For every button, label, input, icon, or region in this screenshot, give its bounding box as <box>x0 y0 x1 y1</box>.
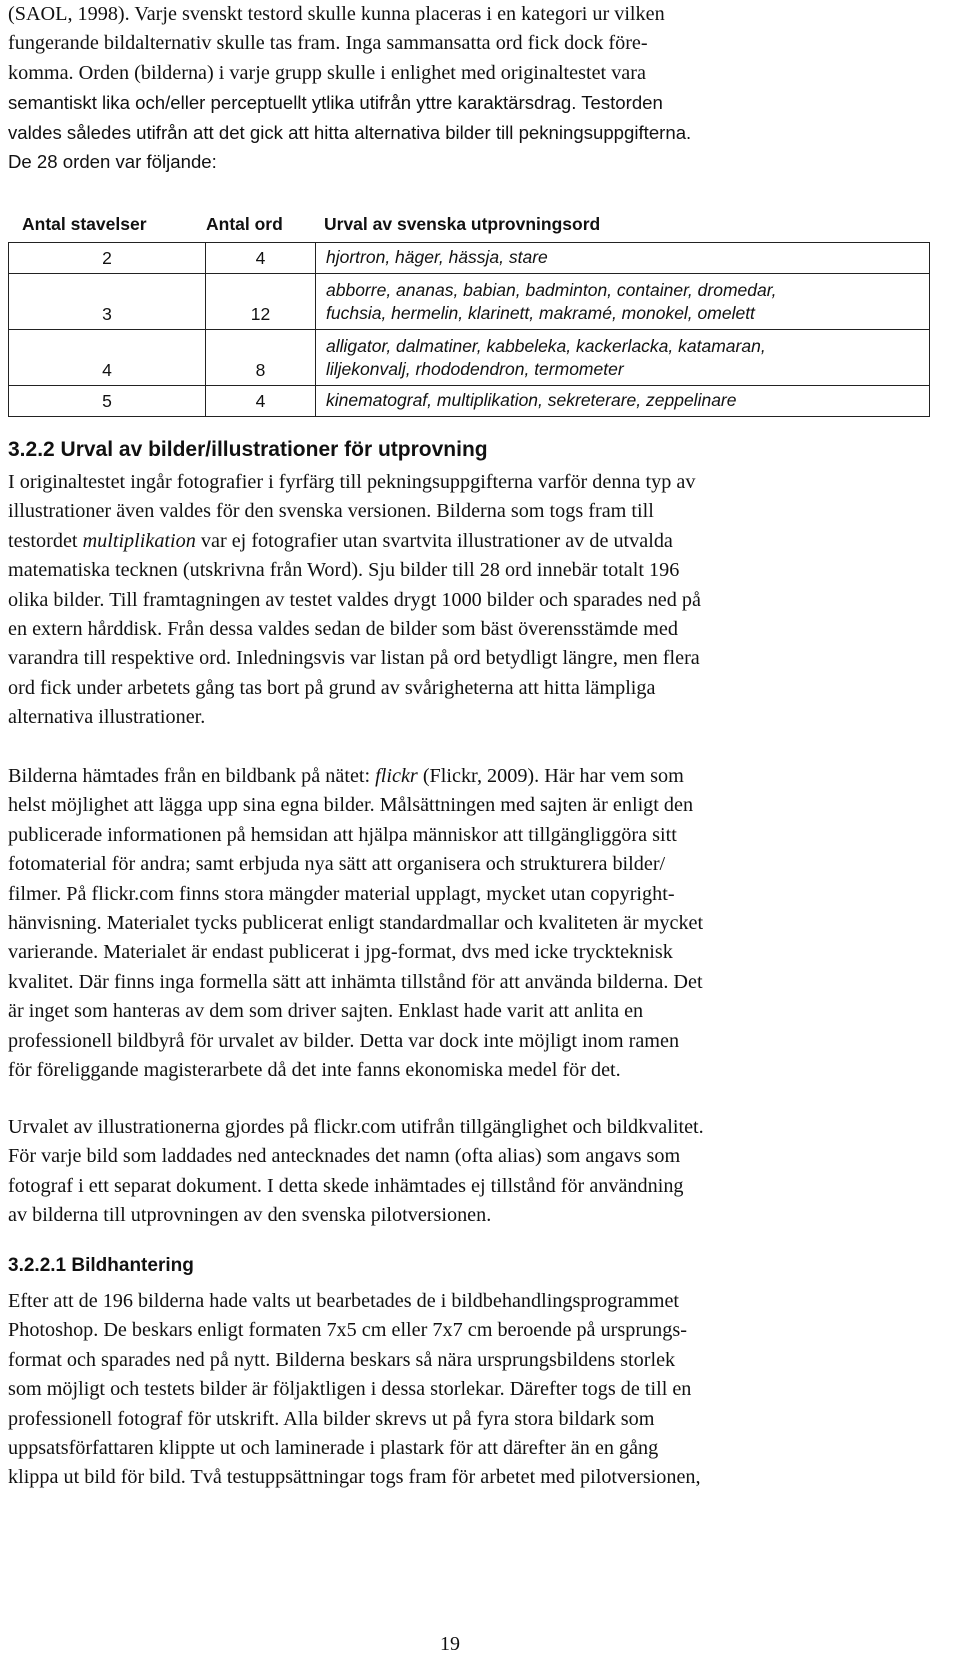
cell-syllables: 5 <box>9 386 206 417</box>
paragraph-line <box>8 527 938 556</box>
cell-count: 12 <box>206 274 316 330</box>
intro-line: komma. Orden (bilderna) i varje grupp skulle i enlighet med originaltestet vara <box>8 61 646 84</box>
cell-words <box>316 274 930 330</box>
paragraph-line: helst möjlighet att lägga upp sina egna bilder. Målsättningen med sajten är enligt den <box>8 794 694 817</box>
paragraph-line: filmer. På flickr.com finns stora mängder material upplagt, mycket utan copyright- <box>8 882 675 905</box>
intro-line: semantiskt lika och/eller perceptuellt ytlika utifrån yttre karaktärsdrag. Testorden <box>8 92 663 114</box>
paragraph-line: Urvalet av illustrationerna gjordes på flickr.com utifrån tillgänglighet och bildkvalitet. <box>8 1116 704 1138</box>
paragraph-line: som möjligt och testets bilder är följaktligen i dessa storlekar. Därefter togs de till en <box>8 1378 692 1401</box>
paragraph-line: För varje bild som laddades ned antecknades det namn (ofta alias) som angavs som <box>8 1145 681 1168</box>
paragraph-line: uppsatsförfattaren klippte ut och laminerade i plastark för att därefter än en gång <box>8 1437 659 1460</box>
paragraph-line: fotomaterial för andra; samt erbjuda nya sätt att organisera och strukturera bilder/ <box>8 853 666 876</box>
intro-line: (SAOL, 1998). Varje svenskt testord skulle kunna placeras i en kategori ur vilken <box>8 3 665 25</box>
paragraph-line: en extern hårddisk. Från dessa valdes sedan de bilder som bäst överensstämde med <box>8 618 678 641</box>
intro-line: fungerande bildalternativ skulle tas fram. Inga sammansatta ord fick dock före- <box>8 32 648 55</box>
section-paragraph <box>8 762 938 1085</box>
word-table <box>8 206 938 417</box>
paragraph-line: illustrationer även valdes för den svenska versionen. Bilderna som togs fram till <box>8 500 654 523</box>
cell-count: 4 <box>206 386 316 417</box>
cell-words <box>316 386 930 417</box>
cell-syllables: 2 <box>9 243 206 274</box>
section-paragraph <box>8 1287 938 1493</box>
paragraph-line: I originaltestet ingår fotografier i fyrfärg till pekningsuppgifterna varför denna typ av <box>8 471 696 493</box>
words-grid <box>8 242 930 417</box>
header-words: Urval av svenska utprovningsord <box>324 214 601 234</box>
intro-line: De 28 orden var följande: <box>8 151 217 173</box>
emphasized-term: flickr <box>375 765 418 787</box>
section-paragraph <box>8 468 938 733</box>
cell-syllables: 4 <box>9 330 206 386</box>
cell-count: 4 <box>206 243 316 274</box>
emphasized-term: multiplikation <box>82 529 196 552</box>
paragraph-line: är inget som hanteras av dem som driver sajten. Enklast hade varit att anlita en <box>8 1000 644 1023</box>
intro-paragraph <box>8 0 938 176</box>
table-row <box>9 274 930 330</box>
words-line: kinematograf, multiplikation, sekreterare, zeppelinare <box>326 390 737 410</box>
table-row <box>9 330 930 386</box>
words-line: fuchsia, hermelin, klarinett, makramé, monokel, omelett <box>326 303 755 323</box>
paragraph-line: klippa ut bild för bild. Två testuppsättningar togs fram för arbetet med pilotversionen, <box>8 1466 701 1489</box>
cell-words <box>316 330 930 386</box>
paragraph-line: professionell bildbyrå för urvalet av bilder. Detta var dock inte möjligt inom ramen <box>8 1029 680 1052</box>
paragraph-line: av bilderna till utprovningen av den svenska pilotversionen. <box>8 1204 492 1227</box>
paragraph-line: olika bilder. Till framtagningen av testet valdes drygt 1000 bilder och sparades ned på <box>8 588 701 611</box>
section-heading: 3.2.2 Urval av bilder/illustrationer för utprovning <box>8 438 488 461</box>
text-run: Bilderna hämtades från en bildbank på nätet: <box>8 765 376 787</box>
paragraph-line: ord fick under arbetets gång tas bort på grund av svårigheterna att hitta lämpliga <box>8 676 656 699</box>
paragraph-line <box>8 762 938 791</box>
paragraph-line: Efter att de 196 bilderna hade valts ut bearbetades de i bildbehandlingsprogrammet <box>8 1290 680 1312</box>
header-count: Antal ord <box>206 214 283 234</box>
paragraph-line: varandra till respektive ord. Inledningsvis var listan på ord betydligt längre, men flera <box>8 647 700 670</box>
table-row <box>9 386 930 417</box>
words-line: abborre, ananas, babian, badminton, container, dromedar, <box>326 280 777 300</box>
subsection-heading: 3.2.2.1 Bildhantering <box>8 1255 194 1276</box>
words-line: alligator, dalmatiner, kabbeleka, kackerlacka, katamaran, <box>326 336 766 356</box>
section-paragraph <box>8 1113 938 1231</box>
paragraph-line: hänvisning. Materialet tycks publicerat enligt standardmallar och kvaliteten är mycket <box>8 912 704 935</box>
words-line: hjortron, häger, hässja, stare <box>326 247 548 267</box>
text-run: testordet <box>8 529 83 552</box>
paragraph-line: professionell fotograf för utskrift. Alla bilder skrevs ut på fyra stora bildark som <box>8 1407 655 1430</box>
text-run: (Flickr, 2009). Här har vem som <box>417 765 684 787</box>
paragraph-line: fotograf i ett separat dokument. I detta skede inhämtades ej tillstånd för användning <box>8 1174 684 1197</box>
page-number: 19 <box>440 1633 460 1655</box>
paragraph-line: publicerade informationen på hemsidan att hjälpa människor att tillgängliggöra sitt <box>8 823 677 846</box>
paragraph-line: alternativa illustrationer. <box>8 706 206 729</box>
words-line: liljekonvalj, rhododendron, termometer <box>326 359 624 379</box>
cell-words <box>316 243 930 274</box>
text-run: var ej fotografier utan svartvita illustrationer av de utvalda <box>195 529 673 552</box>
paragraph-line: för föreliggande magisterarbete då det inte fanns ekonomiska medel för det. <box>8 1059 621 1082</box>
paragraph-line: kvalitet. Där finns inga formella sätt att inhämta tillstånd för att använda bilderna. Det <box>8 970 703 993</box>
paragraph-line: Photoshop. De beskars enligt formaten 7x5 cm eller 7x7 cm beroende på ursprungs- <box>8 1319 687 1342</box>
intro-line: valdes således utifrån att det gick att hitta alternativa bilder till pekningsuppgifterna. <box>8 121 692 143</box>
cell-count: 8 <box>206 330 316 386</box>
header-syllables: Antal stavelser <box>22 214 147 234</box>
table-row <box>9 243 930 274</box>
paragraph-line: matematiska tecknen (utskrivna från Word). Sju bilder till 28 ord innebär totalt 196 <box>8 559 680 582</box>
paragraph-line: varierande. Materialet är endast publicerat i jpg-format, dvs med icke tryckteknisk <box>8 941 673 964</box>
table-header <box>8 206 938 242</box>
paragraph-line: format och sparades ned på nytt. Bilderna beskars så nära ursprungsbildens storlek <box>8 1348 676 1371</box>
cell-syllables: 3 <box>9 274 206 330</box>
